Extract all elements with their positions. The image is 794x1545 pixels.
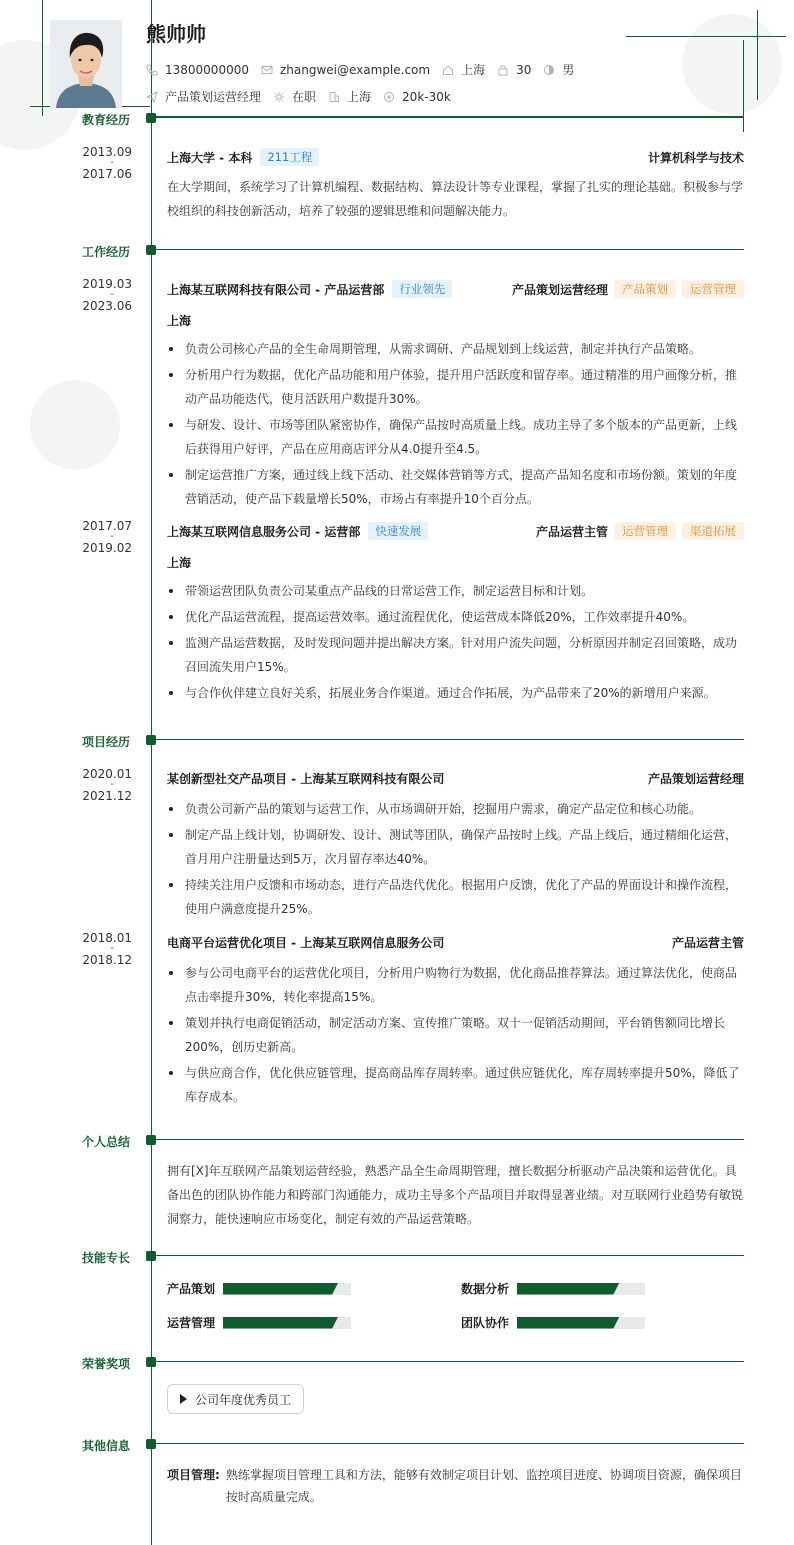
play-icon <box>180 1394 187 1404</box>
avatar <box>50 20 122 108</box>
status-item <box>273 88 316 105</box>
school-name: 上海大学 - 本科 <box>167 150 253 165</box>
project-header <box>167 934 744 951</box>
section-divider <box>156 1255 744 1256</box>
work-header <box>167 522 744 540</box>
skill-bar <box>517 1283 645 1295</box>
education-date: 2013.09 - 2017.06 <box>82 145 132 181</box>
skill-item <box>167 1280 351 1297</box>
project-header <box>167 770 744 787</box>
work-date: 2017.07 - 2019.02 <box>82 519 132 555</box>
salary-text: 20k-30k <box>402 89 451 104</box>
skill-bar-fill <box>517 1283 619 1295</box>
education-header <box>167 148 744 166</box>
date-start: 2017.07 <box>82 519 132 533</box>
section-title-summary: 个人总结 <box>82 1135 131 1149</box>
decor-line <box>757 10 758 100</box>
skill-tag: 产品策划 <box>614 280 676 298</box>
salary-icon <box>383 91 395 103</box>
list-item: 制定产品上线计划，协调研发、设计、测试等团队，确保产品按时上线。产品上线后，通过精细化运营，首月用户注册量达到5万，次月留存率达40%。 <box>167 823 744 871</box>
phone-item <box>146 63 249 77</box>
skill-item <box>461 1280 645 1297</box>
skill-bar <box>517 1317 645 1329</box>
location-item <box>442 61 485 78</box>
gender-text: 男 <box>562 63 575 77</box>
work-city: 上海 <box>167 556 192 570</box>
skill-item <box>461 1314 645 1331</box>
section-divider <box>156 117 744 118</box>
date-start: 2018.01 <box>82 931 132 945</box>
phone-icon <box>146 64 158 76</box>
other-value: 熟练掌握项目管理工具和方法，能够有效制定项目计划、监控项目进度、协调项目资源，确保项目按时高质量完成。 <box>225 1468 742 1504</box>
target-role-item <box>146 88 261 105</box>
section-divider <box>156 1361 744 1362</box>
skill-item <box>167 1314 351 1331</box>
date-start: 2013.09 <box>82 145 132 159</box>
education-description: 在大学期间，系统学习了计算机编程、数据结构、算法设计等专业课程，掌握了扎实的理论基础。积极参与学校组织的科技创新活动，培养了较强的逻辑思维和问题解决能力。 <box>167 180 744 218</box>
project-bullets <box>167 797 744 923</box>
age-item <box>497 63 531 77</box>
summary-text: 拥有[X]年互联网产品策划运营经验，熟悉产品全生命周期管理，擅长数据分析驱动产品决策和运营优化。具备出色的团队协作能力和跨部门沟通能力，成功主导多个产品项目并取得显著业绩。对互联网行业趋势有敏锐洞察力，能快速响应市场变化，制定有效的产品运营策略。 <box>167 1164 744 1226</box>
list-item: 策划并执行电商促销活动，制定活动方案、宣传推广策略。双十一促销活动期间，平台销售额同比增长200%，创历史新高。 <box>167 1011 744 1059</box>
date-end: 2023.06 <box>82 299 132 313</box>
section-marker <box>146 113 156 123</box>
section-marker <box>146 1439 156 1449</box>
job-title: 产品策划运营经理 <box>511 282 608 297</box>
company-name: 上海某互联网信息服务公司 - 运营部 <box>167 524 361 539</box>
email-item <box>261 63 430 77</box>
section-title-work: 工作经历 <box>82 245 131 259</box>
company-name: 上海某互联网科技有限公司 - 产品运营部 <box>167 282 385 297</box>
other-info <box>167 1464 744 1508</box>
skill-tag: 运营管理 <box>682 280 744 298</box>
send-icon <box>146 91 158 103</box>
project-bullets <box>167 961 744 1111</box>
list-item: 负责公司新产品的策划与运营工作，从市场调研开始，挖掘用户需求，确定产品定位和核心功能。 <box>167 797 744 821</box>
work-bullets <box>167 337 744 513</box>
project-date: 2018.01 - 2018.12 <box>82 931 132 967</box>
section-title-other: 其他信息 <box>82 1439 131 1453</box>
target-role-text: 产品策划运营经理 <box>165 90 262 104</box>
status-text: 在职 <box>292 90 317 104</box>
skill-name: 数据分析 <box>461 1282 510 1296</box>
list-item: 参与公司电商平台的运营优化项目，分析用户购物行为数据，优化商品推荐算法。通过算法优化，使商品点击率提升30%，转化率提高15%。 <box>167 961 744 1009</box>
skill-name: 团队协作 <box>461 1316 510 1330</box>
section-marker <box>146 1251 156 1261</box>
project-name: 电商平台运营优化项目 - 上海某互联网信息服务公司 <box>167 936 445 950</box>
work-bullets <box>167 579 744 707</box>
company-tag: 快速发展 <box>368 522 428 540</box>
other-key: 项目管理: <box>167 1468 220 1482</box>
date-end: 2019.02 <box>82 541 132 555</box>
list-item: 优化产品运营流程，提高运营效率。通过流程优化，使运营成本降低20%，工作效率提升40%。 <box>167 605 744 629</box>
list-item: 带领运营团队负责公司某重点产品线的日常运营工作，制定运营目标和计划。 <box>167 579 744 603</box>
skill-name: 运营管理 <box>167 1316 216 1330</box>
school-tag: 211工程 <box>260 148 319 166</box>
section-title-awards: 荣誉奖项 <box>82 1357 131 1371</box>
salary-item <box>383 90 451 104</box>
section-title-education: 教育经历 <box>82 113 131 127</box>
skill-bar <box>223 1317 351 1329</box>
work-city: 上海 <box>167 314 192 328</box>
list-item: 制定运营推广方案，通过线上线下活动、社交媒体营销等方式，提高产品知名度和市场份额。策划的年度营销活动，使产品下载量增长50%，市场占有率提升10个百分点。 <box>167 463 744 511</box>
list-item: 与研发、设计、市场等团队紧密协作，确保产品按时高质量上线。成功主导了多个版本的产品更新，上线后获得用户好评，产品在应用商店评分从4.0提升至4.5。 <box>167 413 744 461</box>
candidate-name: 熊帅帅 <box>146 22 206 46</box>
skill-bar <box>223 1283 351 1295</box>
timeline-line <box>151 0 152 1545</box>
age-text: 30 <box>516 62 532 77</box>
email-text: zhangwei@example.com <box>279 62 431 77</box>
list-item: 分析用户行为数据，优化产品功能和用户体验，提升用户活跃度和留存率。通过精准的用户画像分析，推动产品功能迭代，使月活跃用户数提升30%。 <box>167 363 744 411</box>
section-title-skills: 技能专长 <box>82 1251 131 1265</box>
decor-line <box>42 0 43 116</box>
skill-tag: 渠道拓展 <box>682 522 744 540</box>
date-start: 2020.01 <box>82 767 132 781</box>
section-title-projects: 项目经历 <box>82 735 131 749</box>
list-item: 与供应商合作，优化供应链管理，提高商品库存周转率。通过供应链优化，库存周转率提升50%，降低了库存成本。 <box>167 1061 744 1109</box>
target-city-item <box>328 88 371 105</box>
email-icon <box>261 64 273 76</box>
work-date: 2019.03 - 2023.06 <box>82 277 132 313</box>
home-icon <box>442 64 454 76</box>
job-title: 产品运营主管 <box>535 524 608 539</box>
section-marker <box>146 245 156 255</box>
list-item: 与合作伙伴建立良好关系，拓展业务合作渠道。通过合作拓展，为产品带来了20%的新增用户来源。 <box>167 681 744 705</box>
company-tag: 行业领先 <box>392 280 452 298</box>
work-header <box>167 280 744 298</box>
skill-bar-fill <box>517 1317 619 1329</box>
section-divider <box>156 1139 744 1140</box>
skill-bar-fill <box>223 1317 338 1329</box>
phone-text: 13800000000 <box>165 62 249 77</box>
project-name: 某创新型社交产品项目 - 上海某互联网科技有限公司 <box>167 772 445 786</box>
list-item: 负责公司核心产品的全生命周期管理，从需求调研、产品规划到上线运营，制定并执行产品策略。 <box>167 337 744 361</box>
job-intent-row <box>146 88 463 105</box>
project-role: 产品运营主管 <box>671 936 744 950</box>
decor-line <box>626 36 786 37</box>
section-divider <box>156 1443 744 1444</box>
list-item: 监测产品运营数据，及时发现问题并提出解决方案。针对用户流失问题，分析原因并制定召回策略，成功召回流失用户15%。 <box>167 631 744 679</box>
project-role: 产品策划运营经理 <box>647 772 744 786</box>
date-start: 2019.03 <box>82 277 132 291</box>
date-end: 2017.06 <box>82 167 132 181</box>
date-end: 2018.12 <box>82 953 132 967</box>
building-icon <box>328 91 340 103</box>
gear-icon <box>273 91 285 103</box>
major: 计算机科学与技术 <box>647 150 744 165</box>
award-item[interactable] <box>167 1384 304 1414</box>
skill-name: 产品策划 <box>167 1282 216 1296</box>
award-name: 公司年度优秀员工 <box>195 1392 292 1407</box>
target-city-text: 上海 <box>347 90 372 104</box>
age-icon <box>497 64 509 76</box>
location-text: 上海 <box>461 63 486 77</box>
project-date: 2020.01 - 2021.12 <box>82 767 132 803</box>
section-divider <box>156 739 744 740</box>
skill-bar-fill <box>223 1283 338 1295</box>
section-marker <box>146 735 156 745</box>
decor-circle <box>682 14 782 114</box>
section-marker <box>146 1135 156 1145</box>
list-item: 持续关注用户反馈和市场动态，进行产品迭代优化。根据用户反馈，优化了产品的界面设计和操作流程，使用户满意度提升25%。 <box>167 873 744 921</box>
section-marker <box>146 1357 156 1367</box>
gender-icon <box>543 64 555 76</box>
gender-item <box>543 61 574 78</box>
date-end: 2021.12 <box>82 789 132 803</box>
decor-circle <box>30 380 120 470</box>
section-divider <box>156 249 744 250</box>
skill-tag: 运营管理 <box>614 522 676 540</box>
decor-line <box>743 40 744 132</box>
contact-row <box>146 61 586 78</box>
